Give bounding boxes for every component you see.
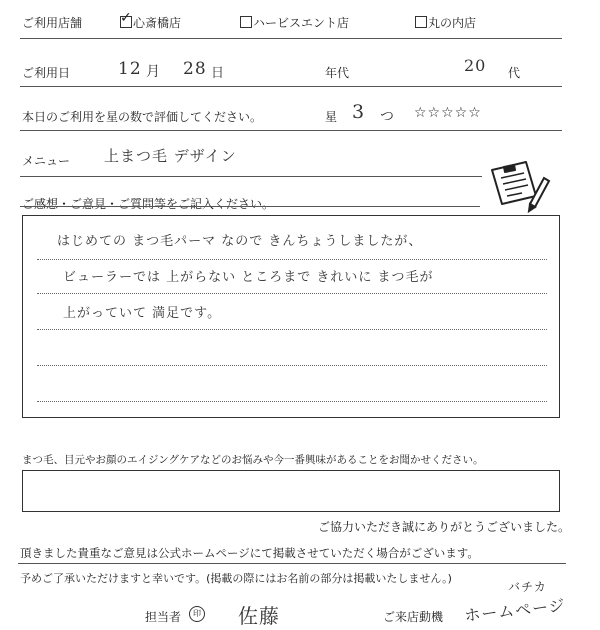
interest-prompt: まつ毛、目元やお顔のエイジングケアなどのお悩みや今一番興味があることをお聞かせください。 <box>22 454 484 466</box>
motive-note: バチカ <box>508 580 547 594</box>
store-option-label: ハービスエント店 <box>253 16 350 30</box>
rating-star-label: 星 <box>325 110 338 124</box>
age-label: 年代 <box>325 66 350 80</box>
divider <box>20 206 480 207</box>
motive-value[interactable]: ホームページ <box>463 595 567 626</box>
age-unit: 代 <box>508 66 521 80</box>
rating-stars[interactable]: ☆☆☆☆☆ <box>414 105 482 121</box>
checkbox-icon[interactable] <box>240 16 252 28</box>
rating-counter: つ <box>380 109 395 125</box>
store-option-label: 丸の内店 <box>428 16 477 30</box>
interest-box[interactable] <box>22 470 560 512</box>
rating-value[interactable]: 3 <box>352 101 366 123</box>
age-value[interactable]: 20 <box>464 56 487 75</box>
store-label: ご利用店舗 <box>22 16 83 30</box>
checkbox-icon[interactable] <box>415 16 427 28</box>
ruled-line <box>37 259 547 260</box>
ruled-line <box>37 293 547 294</box>
date-label: ご利用日 <box>22 66 71 80</box>
store-option-label: 心斎橋店 <box>133 16 182 30</box>
menu-label: メニュー <box>22 154 71 168</box>
clipboard-pencil-icon <box>486 158 552 216</box>
menu-value[interactable]: 上まつ毛 デザイン <box>104 147 237 165</box>
date-month-value[interactable]: 12 <box>118 59 142 79</box>
store-option-marunouchi[interactable] <box>415 14 476 31</box>
feedback-prompt: ご感想・ご意見・ご質問等をご記入ください。 <box>22 197 275 211</box>
seal-icon: 印 <box>189 606 205 622</box>
checkbox-checked-icon[interactable] <box>120 16 132 28</box>
notice-text-1: 頂きました貴重なご意見は公式ホームページにて掲載させていただく場合がございます。 <box>20 546 479 560</box>
divider <box>20 38 562 39</box>
divider <box>20 86 562 87</box>
staff-name[interactable]: 佐藤 <box>238 604 280 628</box>
feedback-line: 上がっていて 満足です。 <box>63 306 222 321</box>
store-option-shinsaibashi[interactable] <box>120 14 181 31</box>
ruled-line <box>37 329 547 330</box>
date-month-unit: 月 <box>146 64 161 80</box>
motive-label: ご来店動機 <box>383 610 444 624</box>
date-day-unit: 日 <box>211 66 226 81</box>
ruled-line <box>37 401 547 402</box>
feedback-line: ビューラーでは 上がらない ところまで きれいに まつ毛が <box>63 270 434 285</box>
divider <box>18 563 566 564</box>
date-day-value[interactable]: 28 <box>183 59 207 79</box>
store-option-herbis[interactable] <box>240 14 349 31</box>
feedback-box[interactable] <box>22 215 560 418</box>
notice-text-2: 予めご了承いただけますと幸いです。(掲載の際にはお名前の部分は掲載いたしません。) <box>20 572 452 585</box>
rating-prompt: 本日のご利用を星の数で評価してください。 <box>22 110 263 124</box>
feedback-line: はじめての まつ毛パーマ なので きんちょうしましたが、 <box>57 234 423 249</box>
staff-label: 担当者 <box>145 610 182 624</box>
divider <box>20 176 482 177</box>
ruled-line <box>37 365 547 366</box>
thanks-text: ご協力いただき誠にありがとうございました。 <box>317 520 570 534</box>
divider <box>20 130 562 131</box>
